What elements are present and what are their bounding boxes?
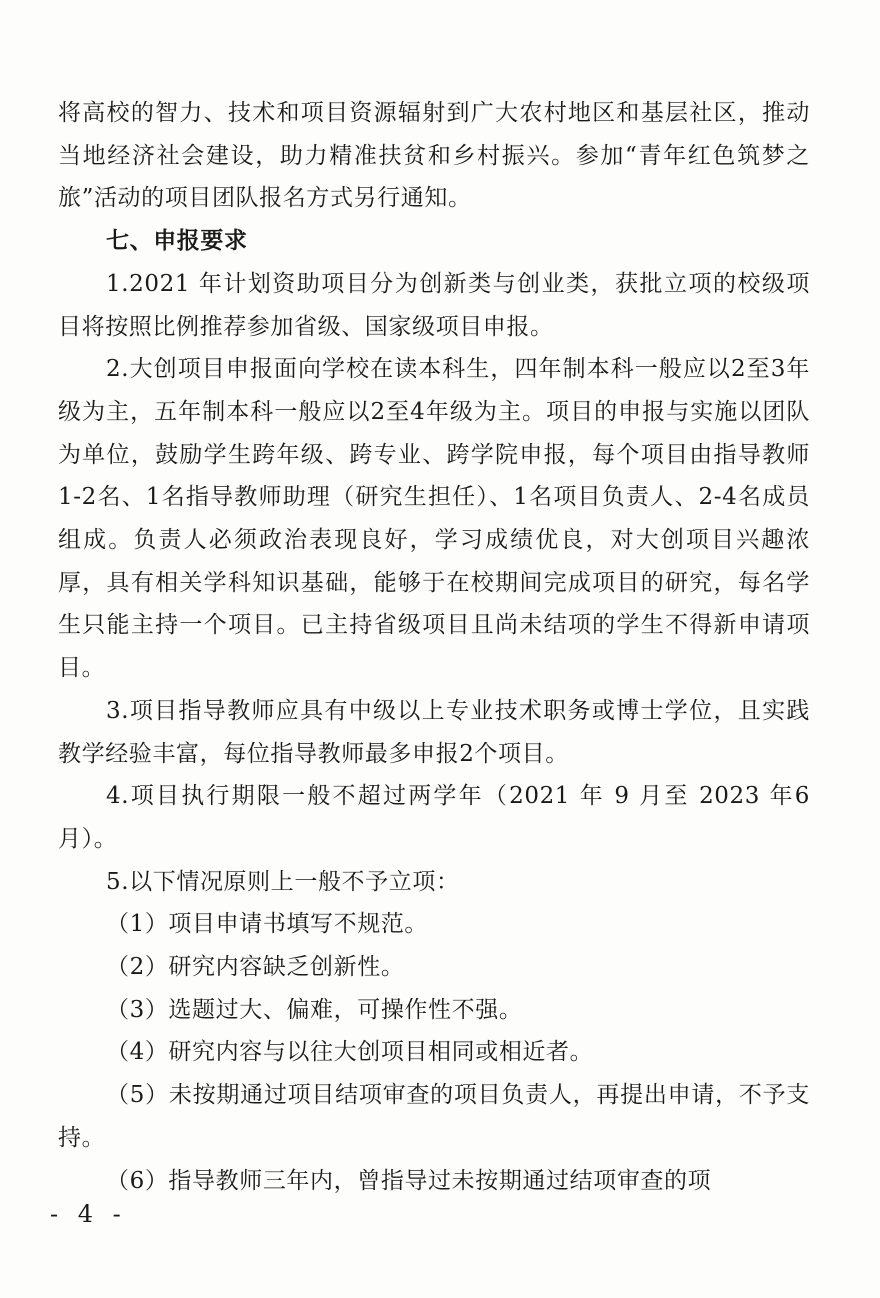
intro-paragraph: 将高校的智力、技术和项目资源辐射到广大农村地区和基层社区，推动当地经济社会建设，助力精准扶贫和乡村振兴。参加“青年红色筑梦之旅”活动的项目团队报名方式另行通知。 [58,100,810,212]
exclusion-item-4: （4）研究内容与以往大创项目相同或相近者。 [106,1039,594,1066]
section-heading: 七、申报要求 [106,228,248,255]
requirement-item-4: 4.项目执行期限一般不超过两学年（2021 年 9 月至 2023 年6月）。 [58,783,810,852]
document-body [58,92,810,1202]
exclusion-item-3: （3）选题过大、偏难，可操作性不强。 [106,996,523,1023]
page-number: - 4 - [50,1200,127,1228]
requirement-item-5: 5.以下情况原则上一般不予立项： [106,868,460,895]
requirement-item-2: 2.大创项目申报面向学校在读本科生，四年制本科一般应以2至3年级为主，五年制本科一般应以2至4年级为主。项目的申报与实施以团队为单位，鼓励学生跨年级、跨专业、跨学院申报，每个项目由指导教师1-2名、1名指导教师助理（研究生担任）、1名项目负责人、2-4名成员组成。负责人必须政治表现良好，学习成绩优良，对大创项目兴趣浓厚，具有相关学科知识基础，能够于在校期间完成项目的研究，每名学生只能主持一个项目。已主持省级项目且尚未结项的学生不得新申请项目。 [58,356,810,682]
exclusion-item-1: （1）项目申请书填写不规范。 [106,911,429,938]
requirement-item-3: 3.项目指导教师应具有中级以上专业技术职务或博士学位，且实践教学经验丰富，每位指导教师最多申报2个项目。 [58,697,810,767]
requirement-item-1: 1.2021 年计划资助项目分为创新类与创业类，获批立项的校级项目将按照比例推荐参加省级、国家级项目申报。 [58,270,810,340]
exclusion-item-5: （5）未按期通过项目结项审查的项目负责人，再提出申请，不予支持。 [58,1082,810,1151]
exclusion-item-6: （6）指导教师三年内，曾指导过未按期通过结项审查的项 [106,1167,712,1194]
exclusion-item-2: （2）研究内容缺乏创新性。 [106,954,405,981]
